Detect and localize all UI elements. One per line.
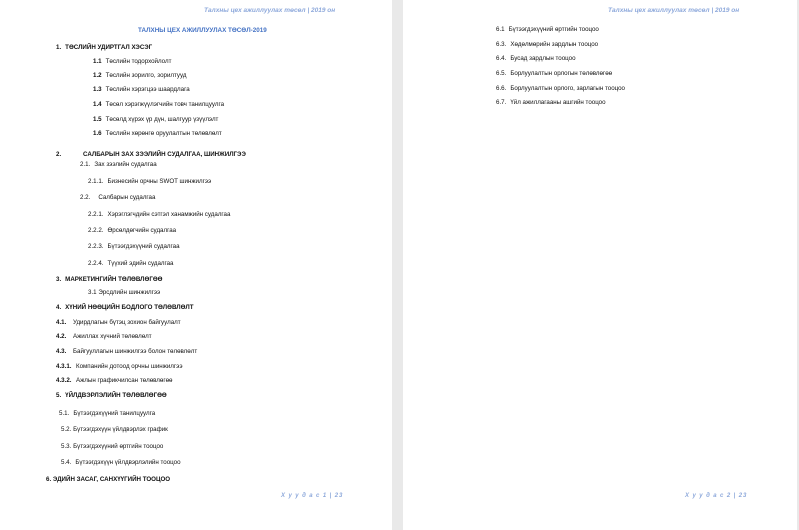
toc-text: Бизнесийн орчны SWOT шинжилгээ [107,178,212,185]
toc-text: Өрсөлдөгчийн судалгаа [107,227,177,234]
toc-number: 6.3. [496,41,507,48]
toc-text: Төслийн хөрөнгө оруулалтын төлөвлөлт [105,130,222,137]
toc-number: 2. [56,151,62,158]
page-footer: Х у у д а с 1 | 23 [281,493,344,499]
toc-entry [93,58,171,66]
toc-text: Байгууллагын шинжилгээ болон төлөвлөлт [73,348,198,355]
toc-entry [56,304,194,312]
toc-entry [93,86,190,94]
toc-number: 5.4. [61,459,72,466]
toc-number: 2.2.1. [88,211,104,218]
toc-text: Компанийн дотоод орчны шинжилгээ [76,363,183,370]
toc-entry [56,44,152,52]
document-page-2 [403,0,797,530]
toc-entry [56,333,152,341]
toc-number: 2.2. [80,194,91,201]
toc-number: 1.4 [93,101,102,108]
toc-text: Бүтээгдэхүүний танилцуулга [73,410,156,417]
toc-entry [56,348,197,356]
toc-entry [56,319,181,327]
toc-text: ХҮНИЙ НӨӨЦИЙН БОДЛОГО ТӨЛӨВЛӨЛТ [65,304,194,311]
toc-entry [46,476,170,484]
toc-text: Төслийн зорилго, зорилтууд [105,72,187,79]
toc-entry [88,227,176,235]
toc-entry [56,151,246,159]
toc-number: 2.1.1. [88,178,104,185]
toc-number: 5.3. [61,443,72,450]
toc-entry [93,72,187,80]
toc-text: МАРКЕТИНГИЙН ТӨЛӨВЛӨГӨӨ [65,276,163,283]
toc-text: Төслийн хэрэгцээ шаардлага [105,86,190,93]
toc-text: Ажлын графикчилсан төлөвлөгөө [76,377,173,384]
toc-number: 6.5. [496,70,507,77]
toc-text: Хэрэглэгчдийн сэтгэл ханамжийн судалгаа [107,211,231,218]
toc-text: ЭДИЙН ЗАСАГ, САНХҮҮГИЙН ТООЦОО [52,476,171,483]
toc-text: Салбарын судалгаа [98,194,156,201]
toc-text: Төсөл хэрэгжүүлэгчийн товч танилцуулга [105,101,225,108]
toc-text: САЛБАРЫН ЗАХ ЗЭЭЛИЙН СУДАЛГАА, ШИНЖИЛГЭЭ [83,151,246,158]
toc-number: 2.1. [80,161,91,168]
toc-entry [88,243,180,251]
toc-entry [80,194,155,202]
document-title: ТАЛХНЫ ЦЕХ АЖИЛЛУУЛАХ ТӨСӨЛ-2019 [138,27,267,34]
toc-entry [61,443,163,451]
page-footer: Х у у д а с 2 | 23 [685,493,748,499]
toc-number: 2.2.2. [88,227,104,234]
toc-entry [496,85,625,93]
toc-number: 4.2. [56,333,67,340]
toc-entry [496,41,598,49]
toc-entry [496,99,606,107]
toc-entry [496,26,599,34]
toc-number: 4. [56,304,62,311]
toc-text: ТӨСЛИЙН УДИРТГАЛ ХЭСЭГ [65,44,153,51]
toc-number: 1.5 [93,116,102,123]
toc-number: 1. [56,44,62,51]
toc-text: Ажиллах хүчний төлөвлөлт [73,333,152,340]
toc-entry [56,392,167,400]
toc-entry [496,55,576,63]
toc-entry [59,410,155,418]
toc-entry [56,363,182,371]
document-page-1 [0,0,392,530]
page-header: Талхны цех ажиллуулах төсөл | 2019 он [608,7,740,14]
page-header: Талхны цех ажиллуулах төсөл | 2019 он [204,7,336,14]
toc-text: Эрсдлийн шинжилгээ [98,289,161,296]
toc-text: Борлуулалтын орлогын төлөвлөгөө [510,70,613,77]
toc-number: 5.2. [61,426,72,433]
toc-number: 6.4. [496,55,507,62]
toc-entry [496,70,612,78]
toc-text: Бүтээгдэхүүн үйлдвэрлэлийн тооцоо [75,459,181,466]
toc-number: 6. [46,476,52,483]
toc-number: 6.7. [496,99,507,106]
toc-entry [88,178,211,186]
toc-entry [93,130,222,138]
toc-entry [80,161,157,169]
toc-number: 6.6. [496,85,507,92]
toc-text: Үйл ажиллагааны ашгийн тооцоо [510,99,606,106]
toc-text: Бүтээгдэхүүн үйлдвэрлэх график [73,426,168,433]
toc-text: Бүтээгдэхүүний судалгаа [107,243,180,250]
toc-text: Төслийн тодорхойлолт [105,58,172,65]
toc-number: 4.3.2. [56,377,72,384]
toc-entry [56,377,172,385]
toc-number: 1.2 [93,72,102,79]
toc-entry [56,276,162,284]
toc-text: Бүтээгдэхүүний өртгийн тооцоо [73,443,164,450]
toc-entry [61,426,168,434]
toc-entry [61,459,181,467]
toc-text: Удирдлагын бүтэц зохион байгуулалт [73,319,181,326]
toc-number: 2.2.4. [88,260,104,267]
toc-text: Зах зээлийн судалгаа [94,161,157,168]
toc-number: 4.1. [56,319,67,326]
toc-number: 1.6 [93,130,102,137]
toc-number: 5. [56,392,62,399]
toc-number: 4.3.1. [56,363,72,370]
toc-number: 4.3. [56,348,67,355]
toc-number: 1.1 [93,58,102,65]
toc-text: Түүхий эдийн судалгаа [107,260,174,267]
toc-number: 3. [56,276,62,283]
toc-entry [88,289,160,297]
toc-text: Борлуулалтын орлого, зарлагын тооцоо [510,85,625,92]
toc-entry [93,101,224,109]
toc-text: Төсөлд хүрэх үр дүн, шалгуур үзүүлэлт [105,116,219,123]
toc-entry [88,260,174,268]
toc-number: 5.1. [59,410,70,417]
toc-entry [88,211,230,219]
toc-number: 6.1 [496,26,505,33]
toc-text: Бусад зардлын тооцоо [510,55,576,62]
toc-text: ҮЙЛДВЭРЛЭЛИЙН ТӨЛӨВЛӨГӨӨ [65,392,167,399]
toc-number: 1.3 [93,86,102,93]
toc-number: 3.1 [88,289,97,296]
toc-entry [93,116,218,124]
toc-text: Хөдөлмөрийн зардлын тооцоо [510,41,599,48]
toc-text: Бүтээгдэхүүний өртгийн тооцоо [508,26,599,33]
toc-number: 2.2.3. [88,243,104,250]
